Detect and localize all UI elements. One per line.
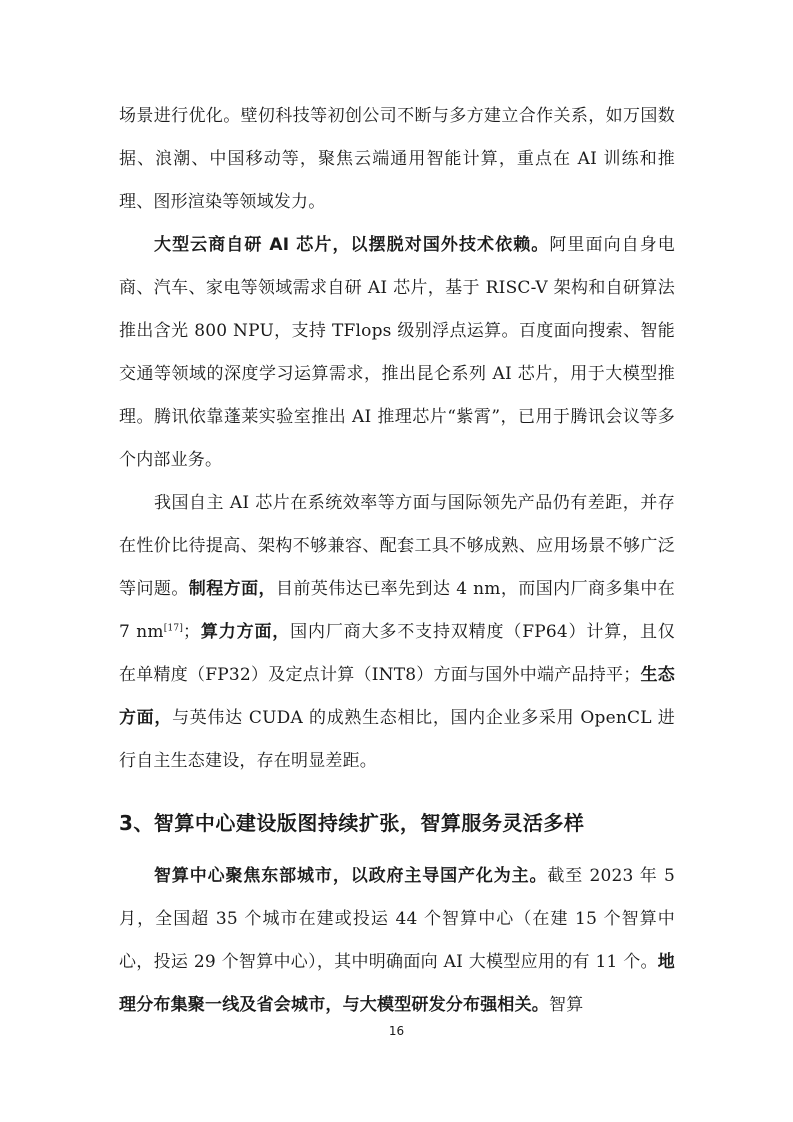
paragraph-text: 截至 2023 年 5 月，全国超 35 个城市在建或投运 44 个智算中心（在建 15 个智算中心，投运 29 个智算中心），其中明确面向 AI 大模型应用的有 11 个。 [119,866,675,972]
paragraph-text: 国内厂商大多不支持双精度（FP64）计算，且仅在单精度（FP32）及定点计算（INT8）方面与国外中端产品持平； [119,622,676,685]
page-number: 16 [388,1024,405,1038]
keyword-compute: 算力方面， [200,622,291,642]
keyword-process: 制程方面， [188,579,276,599]
paragraph-bold-sentence: 地理分布集聚一线及省会城市，与大模型研发分布强相关。 [119,952,675,1015]
paragraph-text: 场景进行优化。壁仞科技等初创公司不断与多方建立合作关系，如万国数据、浪潮、中国移动等，聚焦云端通用智能计算，重点在 AI 训练和推理、图形渲染等领域发力。 [119,106,675,212]
citation-reference: [17] [163,623,184,634]
paragraph-text: 与英伟达 CUDA 的成熟生态相比，国内企业多采用 OpenCL 进行自主生态建设，存在明显差距。 [119,708,675,771]
paragraph-text: ； [183,622,201,642]
keyword-ecosystem: 生态方面， [119,665,675,728]
paragraph-text: 我国自主 AI 芯片在系统效率等方面与国际领先产品仍有差距，并存在性价比待提高、架构不够兼容、配套工具不够成熟、应用场景不够广泛等问题。 [119,493,675,599]
document-body [119,95,675,1027]
paragraph-lead-bold: 大型云商自研 AI 芯片，以摆脱对国外技术依赖。 [154,235,550,255]
paragraph-computing-centers [119,855,675,1027]
section-heading: 3、智算中心建设版图持续扩张，智算服务灵活多样 [119,811,585,835]
paragraph-lead-bold: 智算中心聚焦东部城市，以政府主导国产化为主。 [154,866,548,886]
paragraph-text: 目前英伟达已率先到达 4 nm，而国内厂商多集中在 7 nm [119,579,675,642]
paragraph-cloud-vendors [119,224,675,482]
paragraph-text: 智算 [549,995,584,1015]
paragraph-chip-optimization [119,95,675,224]
paragraph-text: 阿里面向自身电商、汽车、家电等领域需求自研 AI 芯片，基于 RISC-V 架构和自研算法推出含光 800 NPU，支持 TFlops 级别浮点运算。百度面向搜索、智能交通等领域的深度学习运算需求，推出昆仑系列 AI 芯片，用于大模型推理。腾讯依靠蓬莱实验室推出 AI 推理芯片“紫霄”，已用于腾讯会议等多个内部业务。 [119,235,675,470]
paragraph-domestic-gap [119,482,675,783]
